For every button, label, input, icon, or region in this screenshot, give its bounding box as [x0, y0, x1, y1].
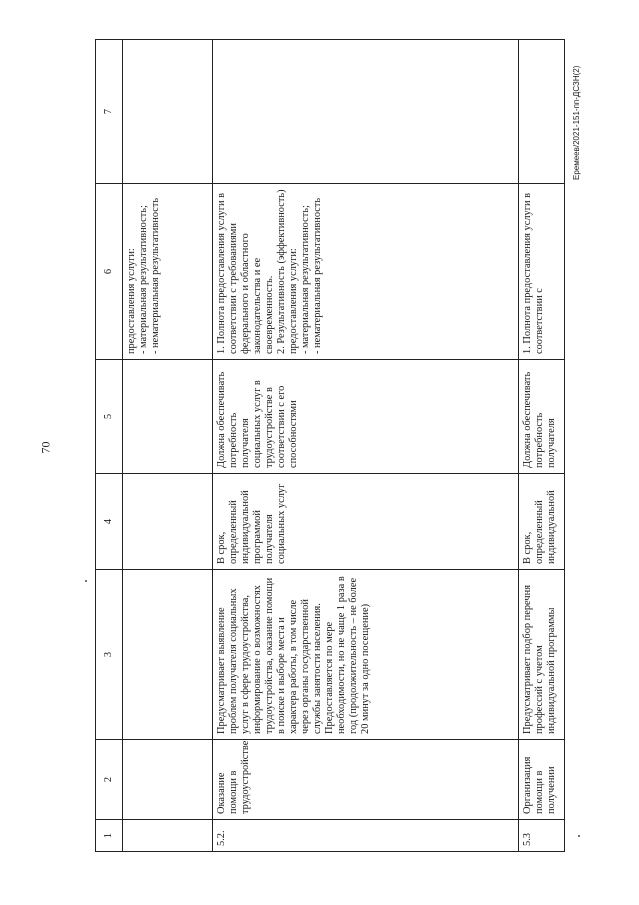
cell-description: Предусматривает выявление проблем получателя социальных услуг в сфере трудоустройства, информирование о возможностях трудоустройства, оказание помощи в поиске и выборе места и характера работы, в том числе через органы государственной службы занятости населения. Предоставляется по мере необходимости, но не чаще 1 раза в год (продолжительность – не более 20 минут за одно посещение)	[213, 570, 519, 740]
rotated-table-area	[95, 40, 559, 852]
cell-description	[123, 570, 213, 740]
cell-service-name	[123, 740, 213, 820]
cell-notes	[519, 40, 565, 184]
cell-term: В срок, определенный индивидуальной программой получателя социальных услуг	[213, 474, 519, 570]
page-number: 70	[38, 441, 53, 454]
cell-notes	[123, 40, 213, 184]
header-cell: 7	[96, 40, 123, 184]
header-cell: 1	[96, 820, 123, 852]
cell-quality-criteria: 1. Полнота предоставления услуги в соответствии с требованиями федерального и областного законодательства и ее своевременность. 2. Результативность (эффективность) предоставления услуги: - материальная результативность; - нематериальная результативность	[213, 184, 519, 360]
cell-notes	[213, 40, 519, 184]
table-row	[123, 40, 213, 852]
cell-service-name: Оказание помощи в трудоустройстве	[213, 740, 519, 820]
cell-standard: Должна обеспечивать потребность получателя социальных услуг в трудоустройстве в соответствии с его способностями	[213, 360, 519, 474]
cell-number: 5.3	[519, 820, 565, 852]
header-cell: 3	[96, 570, 123, 740]
cell-quality-criteria: 1. Полнота предоставления услуги в соответствии с	[519, 184, 565, 360]
cell-term: В срок, определенный индивидуальной	[519, 474, 565, 570]
table-header-row	[96, 40, 123, 852]
document-code: Еремеев/2021-151-пп-ДСЗН(2)	[572, 65, 581, 180]
cell-number: 5.2.	[213, 820, 519, 852]
header-cell: 4	[96, 474, 123, 570]
cell-standard	[123, 360, 213, 474]
header-cell: 5	[96, 360, 123, 474]
scan-speck	[85, 580, 87, 582]
cell-standard: Должна обеспечивать потребность получателя	[519, 360, 565, 474]
table-row	[213, 40, 519, 852]
cell-quality-criteria: предоставления услуги: - материальная результативность; - нематериальная результативность	[123, 184, 213, 360]
cell-description: Предусматривает подбор перечня профессий с учетом индивидуальной программы	[519, 570, 565, 740]
services-table	[95, 39, 565, 852]
cell-term	[123, 474, 213, 570]
scan-speck	[578, 835, 580, 837]
header-cell: 2	[96, 740, 123, 820]
table-row	[519, 40, 565, 852]
cell-service-name: Организация помощи в получении	[519, 740, 565, 820]
header-cell: 6	[96, 184, 123, 360]
cell-number	[123, 820, 213, 852]
